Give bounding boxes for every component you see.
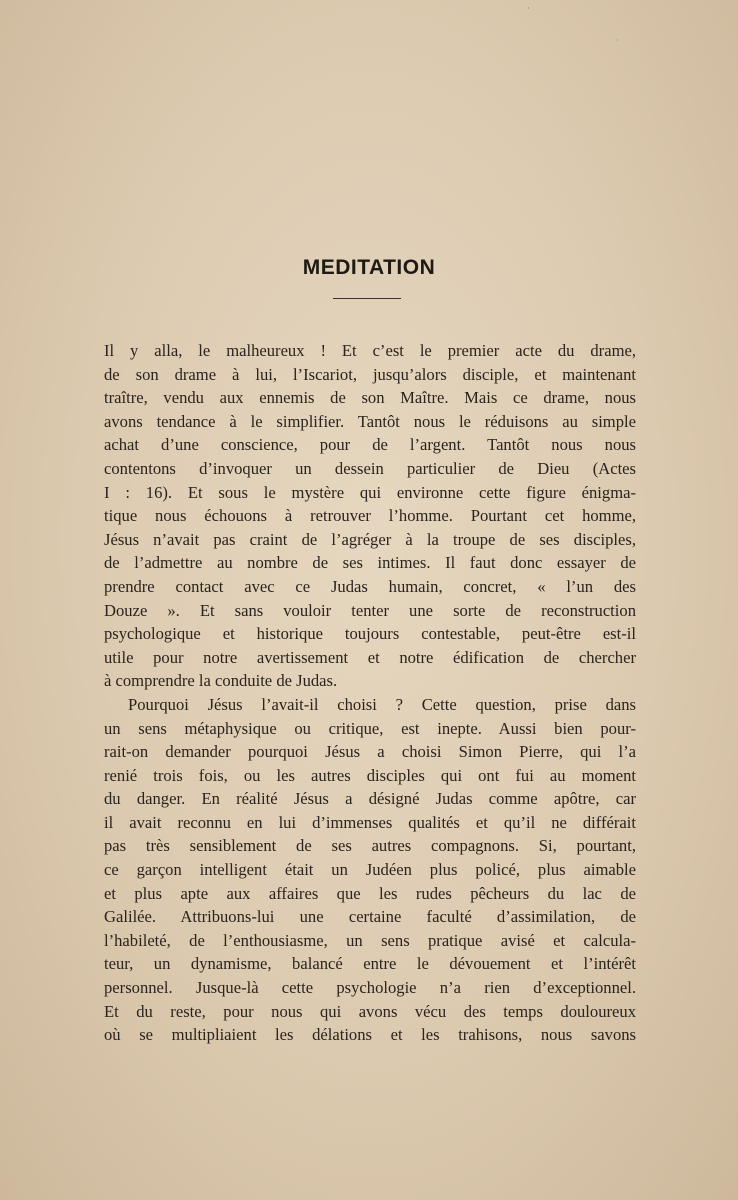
page-title: MEDITATION bbox=[302, 256, 436, 279]
text-line: de l’admettre au nombre de ses intimes. Il faut donc essayer de bbox=[104, 553, 636, 573]
text-line: traître, vendu aux ennemis de son Maître. Mais ce drame, nous bbox=[104, 388, 636, 408]
text-line: teur, un dynamisme, balancé entre le dévouement et l’intérêt bbox=[104, 954, 636, 974]
text-line: prendre contact avec ce Judas humain, concret, « l’un des bbox=[104, 576, 636, 596]
text-line: Douze ». Et sans vouloir tenter une sorte de reconstruction bbox=[104, 600, 636, 620]
text-line: rait-on demander pourquoi Jésus a choisi Simon Pierre, qui l’a bbox=[104, 742, 636, 762]
text-line: utile pour notre avertissement et notre édification de chercher bbox=[104, 647, 636, 667]
text-line: il avait reconnu en lui d’immenses qualités et qu’il ne différait bbox=[104, 812, 636, 832]
text-line: de son drame à lui, l’Iscariot, jusqu’alors disciple, et maintenant bbox=[104, 364, 636, 384]
page-speck-mark: · bbox=[616, 36, 619, 45]
title-divider bbox=[333, 298, 401, 299]
text-line: Galilée. Attribuons-lui une certaine faculté d’assimilation, de bbox=[104, 907, 636, 927]
text-line: l’habileté, de l’enthousiasme, un sens pratique avisé et calcula- bbox=[104, 930, 636, 950]
text-line: psychologique et historique toujours contestable, peut-être est-il bbox=[104, 624, 636, 644]
text-line: I : 16). Et sous le mystère qui environne cette figure énigma- bbox=[104, 482, 636, 502]
paragraph bbox=[104, 339, 636, 693]
text-line: ce garçon intelligent était un Judéen plus policé, plus aimable bbox=[104, 860, 636, 880]
text-line: où se multipliaient les délations et les trahisons, nous savons bbox=[104, 1025, 636, 1045]
paragraph bbox=[104, 693, 636, 1047]
text-line: du danger. En réalité Jésus a désigné Judas comme apôtre, car bbox=[104, 789, 636, 809]
text-line: tique nous échouons à retrouver l’homme. Pourtant cet homme, bbox=[104, 506, 636, 526]
text-line: pas très sensiblement de ses autres compagnons. Si, pourtant, bbox=[104, 836, 636, 856]
text-line: Et du reste, pour nous qui avons vécu des temps douloureux bbox=[104, 1001, 636, 1021]
text-line: à comprendre la conduite de Judas. bbox=[104, 671, 338, 691]
text-line: Pourquoi Jésus l’avait-il choisi ? Cette question, prise dans bbox=[128, 694, 636, 714]
text-line: achat d’une conscience, pour de l’argent. Tantôt nous nous bbox=[104, 435, 636, 455]
text-line: personnel. Jusque-là cette psychologie n’a rien d’exceptionnel. bbox=[104, 978, 636, 998]
text-line: avons tendance à le simplifier. Tantôt nous le réduisons au simple bbox=[104, 411, 636, 431]
page-speck-mark: · bbox=[527, 4, 530, 14]
text-line: Jésus n’avait pas craint de l’agréger à la troupe de ses disciples, bbox=[104, 529, 636, 549]
text-line: et plus apte aux affaires que les rudes pêcheurs du lac de bbox=[104, 883, 636, 903]
text-line: un sens métaphysique ou critique, est inepte. Aussi bien pour- bbox=[104, 718, 636, 738]
text-line: renié trois fois, ou les autres disciples qui ont fui au moment bbox=[104, 765, 636, 785]
text-line: contentons d’invoquer un dessein particulier de Dieu (Actes bbox=[104, 458, 636, 478]
text-line: Il y alla, le malheureux ! Et c’est le premier acte du drame, bbox=[104, 341, 636, 360]
body-text bbox=[104, 339, 636, 1047]
